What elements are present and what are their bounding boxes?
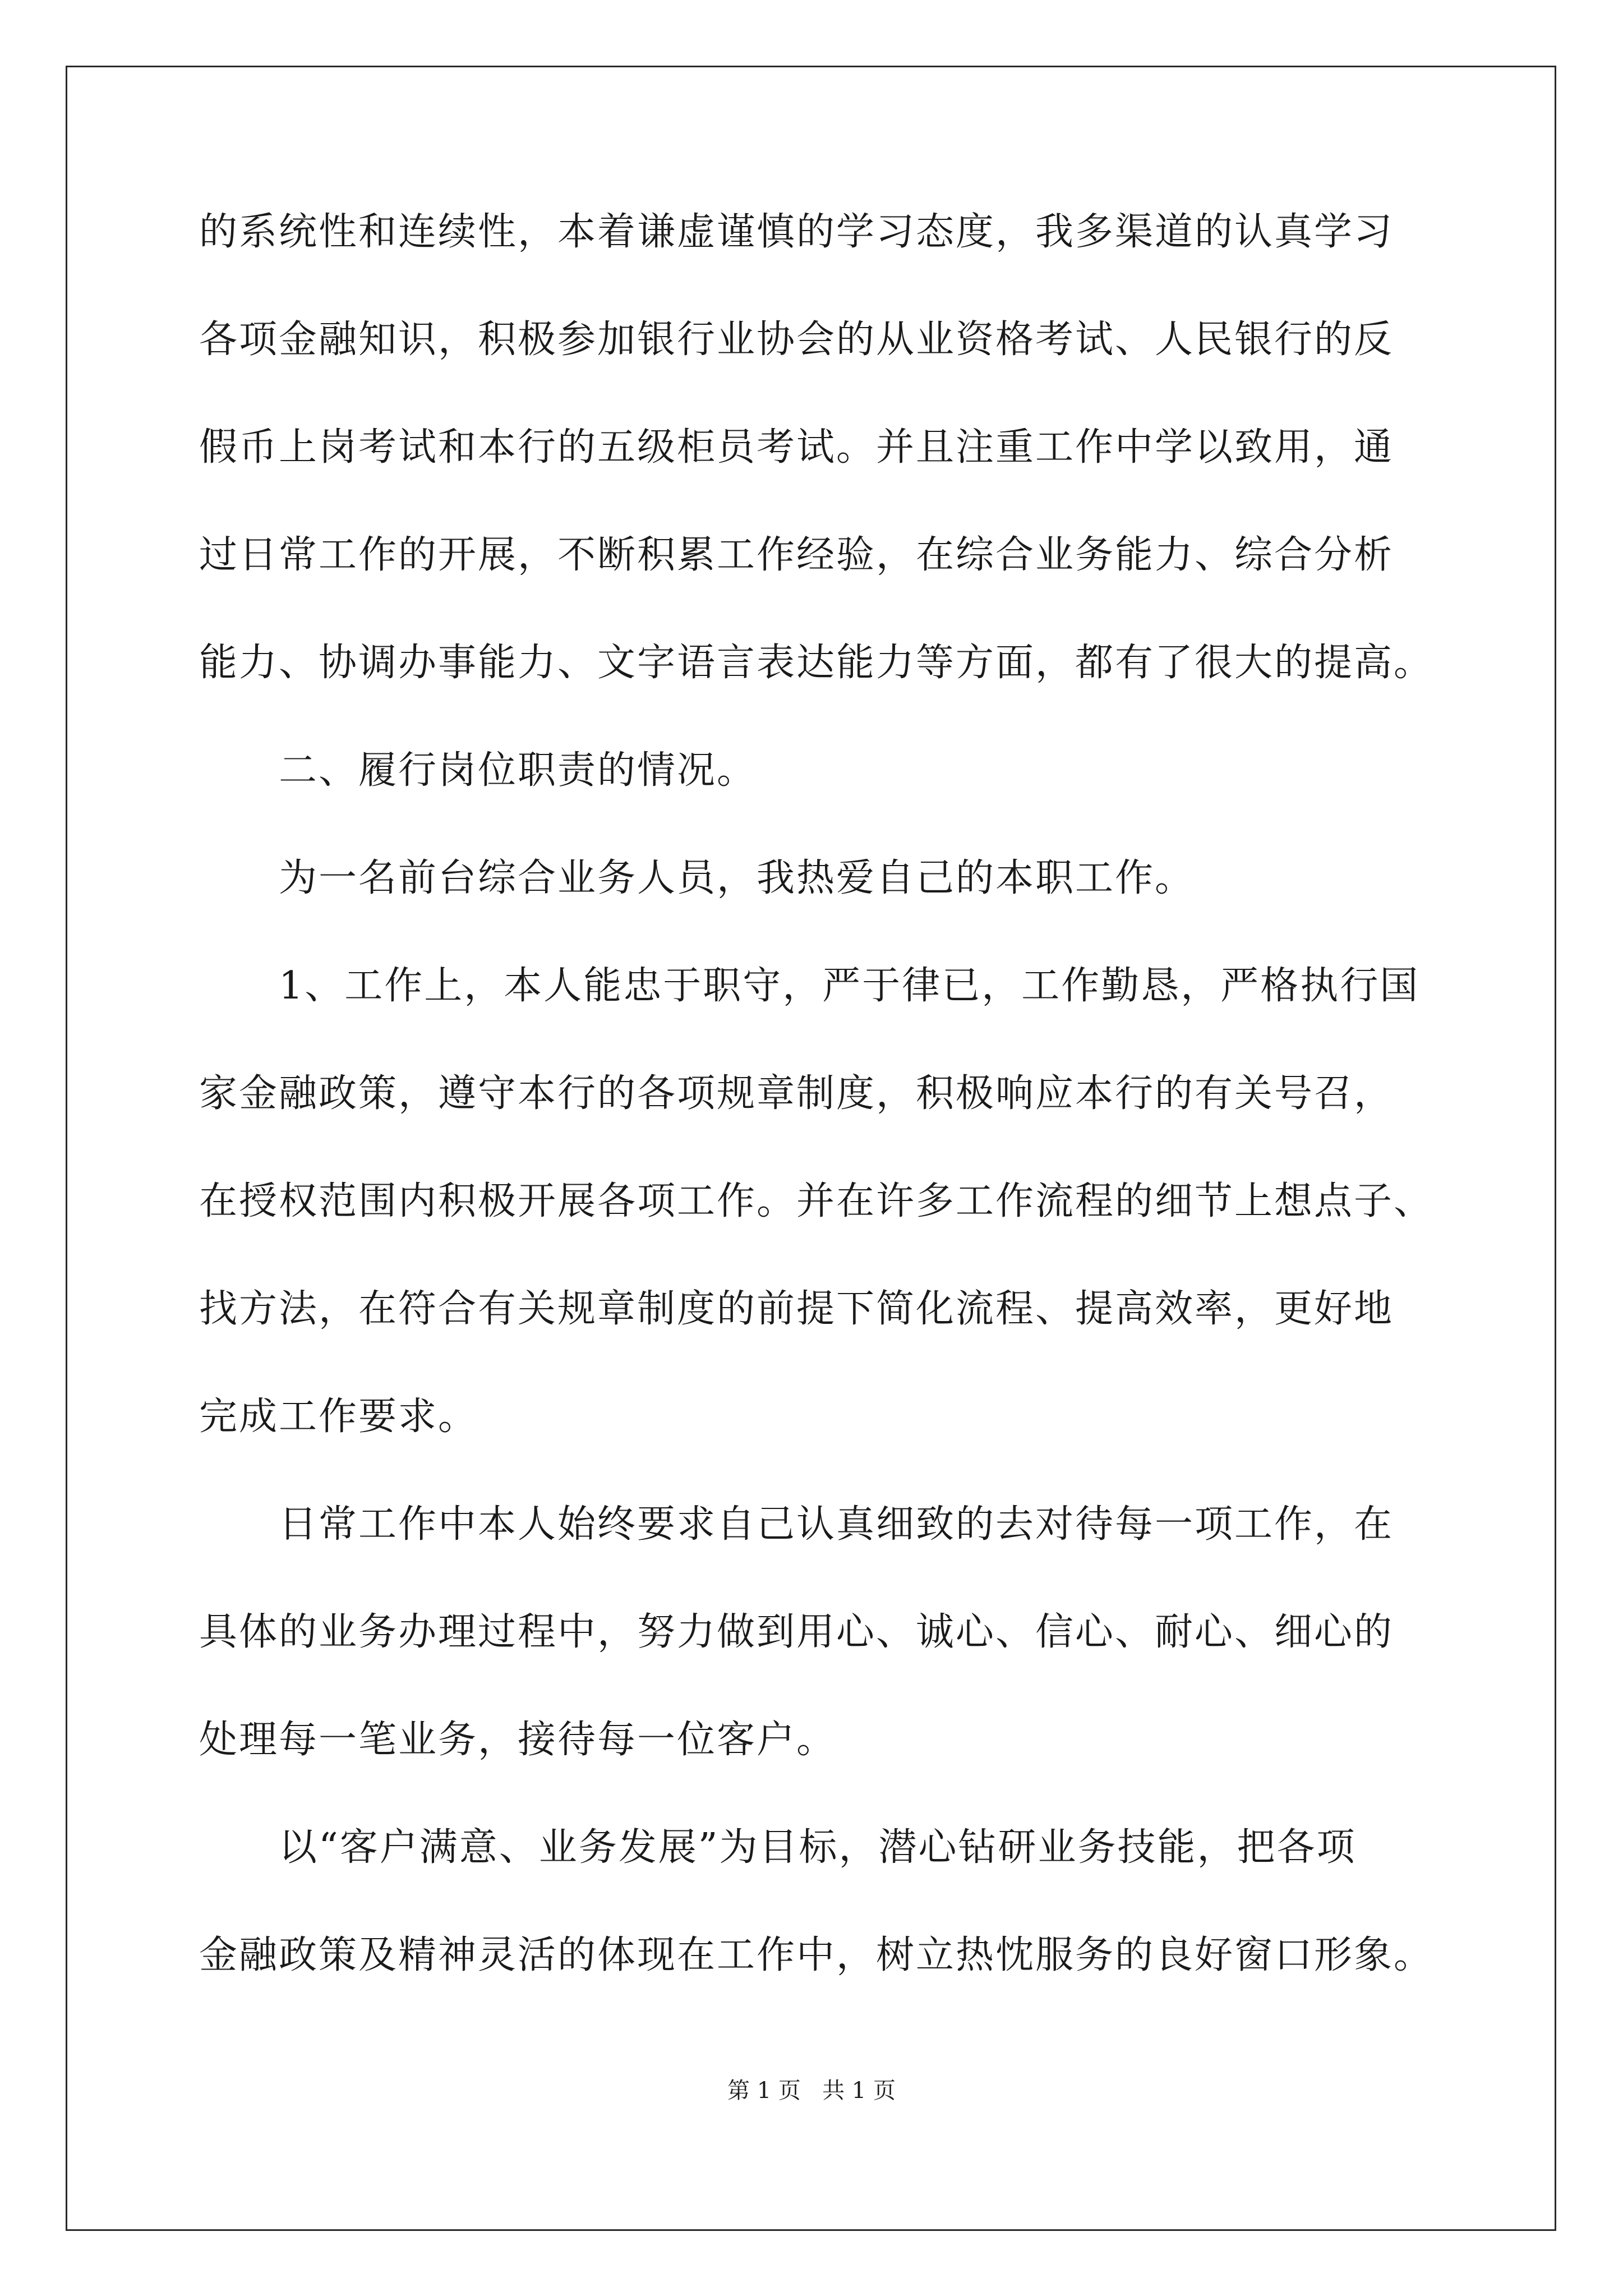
- text-line: 日常工作中本人始终要求自己认真细致的去对待每一项工作，在: [279, 1502, 1394, 1547]
- text-line: 完成工作要求。: [199, 1395, 478, 1439]
- text-line: 以“客户满意、业务发展”为目标，潜心钻研业务技能，把各项: [279, 1825, 1357, 1870]
- text-line: 家金融政策，遵守本行的各项规章制度，积极响应本行的有关号召，: [199, 1071, 1394, 1116]
- page-number: 第 1 页 共 1 页: [727, 2078, 896, 2104]
- text-line: 为一名前台综合业务人员，我热爱自己的本职工作。: [279, 856, 1195, 900]
- text-line: 假币上岗考试和本行的五级柜员考试。并且注重工作中学以致用，通: [199, 425, 1394, 470]
- text-line: 在授权范围内积极开展各项工作。并在许多工作流程的细节上想点子、: [199, 1179, 1434, 1223]
- section-heading: 二、履行岗位职责的情况。: [279, 748, 757, 793]
- text-line: 具体的业务办理过程中，努力做到用心、诚心、信心、耐心、细心的: [199, 1610, 1394, 1654]
- text-line: 1、工作上，本人能忠于职守，严于律已，工作勤恳，严格执行国: [279, 964, 1420, 1008]
- text-line: 处理每一笔业务，接待每一位客户。: [199, 1718, 837, 1762]
- text-line: 过日常工作的开展，不断积累工作经验，在综合业务能力、综合分析: [199, 533, 1394, 577]
- text-line: 能力、协调办事能力、文字语言表达能力等方面，都有了很大的提高。: [199, 641, 1434, 685]
- text-line: 的系统性和连续性，本着谦虚谨慎的学习态度，我多渠道的认真学习: [199, 210, 1394, 254]
- text-line: 找方法，在符合有关规章制度的前提下简化流程、提高效率，更好地: [199, 1287, 1394, 1331]
- text-line: 金融政策及精神灵活的体现在工作中，树立热忱服务的良好窗口形象。: [199, 1933, 1434, 1977]
- page-border: [66, 66, 1556, 2231]
- text-line: 各项金融知识，积极参加银行业协会的从业资格考试、人民银行的反: [199, 318, 1394, 362]
